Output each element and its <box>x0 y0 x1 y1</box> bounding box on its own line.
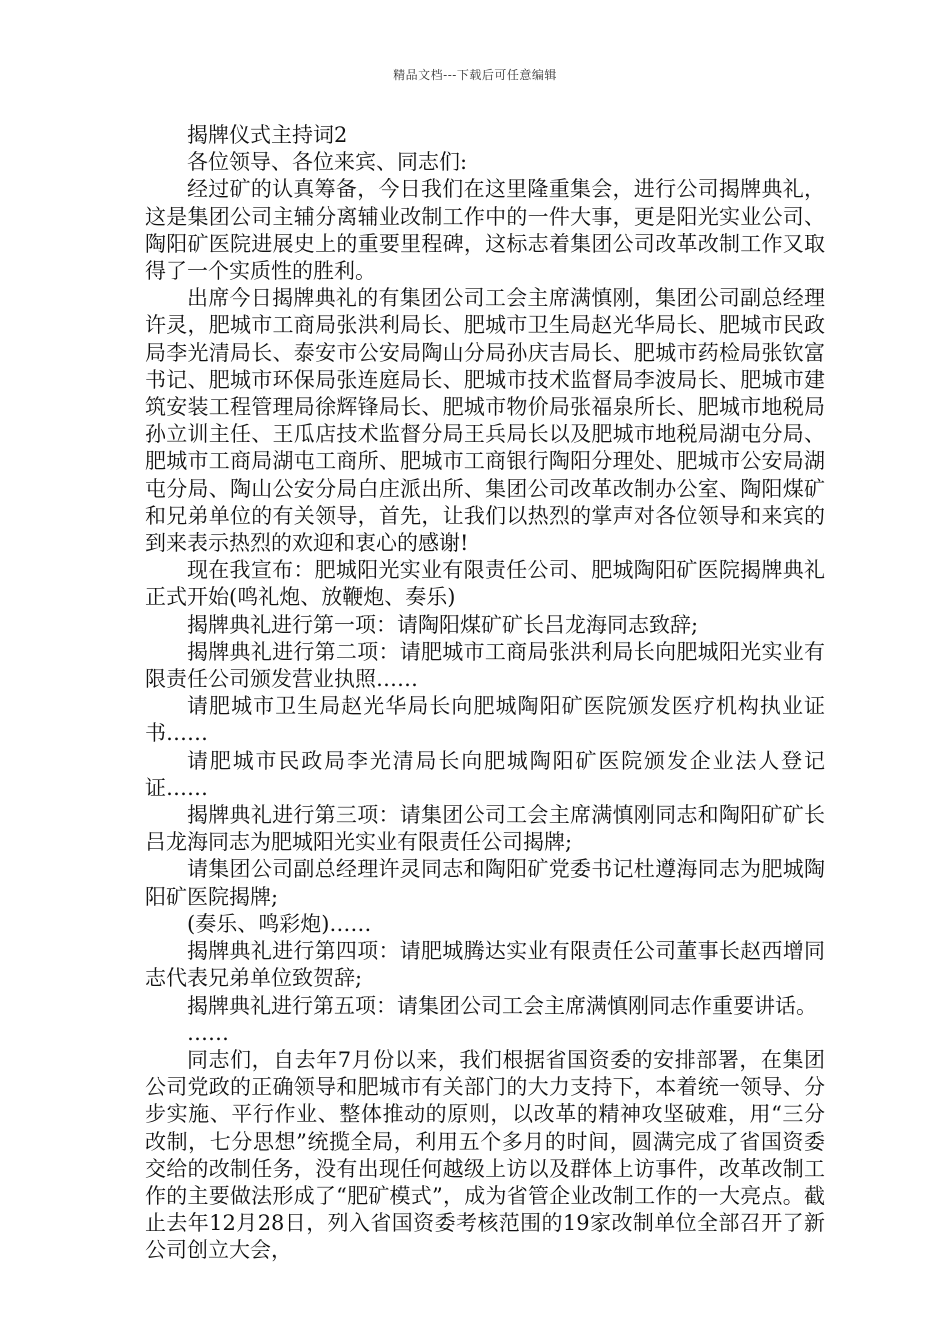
body-paragraph: 揭牌典礼进行第二项：请肥城市工商局张洪利局长向肥城阳光实业有限责任公司颁发营业执照…… <box>145 639 825 692</box>
body-paragraph: 请肥城市民政局李光清局长向肥城陶阳矿医院颁发企业法人登记证…… <box>145 748 825 800</box>
body-paragraph: 揭牌典礼进行第三项：请集团公司工会主席满慎刚同志和陶阳矿矿长吕龙海同志为肥城阳光实业有限责任公司揭牌; <box>145 803 825 855</box>
body-paragraph: 揭牌典礼进行第五项：请集团公司工会主席满慎刚同志作重要讲话。 <box>187 993 817 1018</box>
page-header-watermark: 精品文档---下载后可任意编辑 <box>393 68 557 82</box>
body-paragraph: 揭牌典礼进行第一项：请陶阳煤矿矿长吕龙海同志致辞; <box>187 612 699 637</box>
ellipsis-paragraph: …… <box>187 1020 229 1045</box>
salutation-paragraph: 各位领导、各位来宾、同志们: <box>187 150 468 175</box>
body-paragraph: 同志们，自去年7月份以来，我们根据省国资委的安排部署，在集团公司党政的正确领导和肥城市有关部门的大力支持下，本着统一领导、分步实施、平行作业、整体推动的原则，以改革的精神攻坚破难，用“三分改制，七分思想”统揽全局，利用五个多月的时间，圆满完成了省国资委交给的改制任务，没有出现任何越级上访以及群体上访事件，改革改制工作的主要做法形成了“肥矿模式”，成为省管企业改制工作的一大亮点。截止去年12月28日，列入省国资委考核范围的19家改制单位全部召开了新公司创立大会， <box>145 1047 825 1263</box>
body-paragraph: 请肥城市卫生局赵光华局长向肥城陶阳矿医院颁发医疗机构执业证书…… <box>145 694 825 746</box>
body-paragraph: 出席今日揭牌典礼的有集团公司工会主席满慎刚，集团公司副总经理许灵，肥城市工商局张洪利局长、肥城市卫生局赵光华局长、肥城市民政局李光清局长、泰安市公安局陶山分局孙庆吉局长、肥城市药检局张钦富书记、肥城市环保局张连庭局长、肥城市技术监督局李波局长、肥城市建筑安装工程管理局徐辉锋局长、肥城市物价局张福泉所长、肥城市地税局孙立训主任、王瓜店技术监督分局王兵局长以及肥城市地税局湖屯分局、肥城市工商局湖屯工商所、肥城市工商银行陶阳分理处、肥城市公安局湖屯分局、陶山公安分局白庄派出所、集团公司改革改制办公室、陶阳煤矿和兄弟单位的有关领导，首先，让我们以热烈的掌声对各位领导和来宾的到来表示热烈的欢迎和衷心的感谢! <box>145 286 825 556</box>
body-paragraph: 经过矿的认真筹备，今日我们在这里隆重集会，进行公司揭牌典礼，这是集团公司主辅分离辅业改制工作中的一件大事，更是阳光实业公司、陶阳矿医院进展史上的重要里程碑，这标志着集团公司改革改制工作又取得了一个实质性的胜利。 <box>145 177 825 284</box>
body-paragraph: 现在我宣布：肥城阳光实业有限责任公司、肥城陶阳矿医院揭牌典礼正式开始(鸣礼炮、放鞭炮、奏乐) <box>145 558 825 610</box>
body-paragraph: (奏乐、鸣彩炮)…… <box>187 911 372 936</box>
document-title: 揭牌仪式主持词2 <box>187 123 348 147</box>
body-paragraph: 请集团公司副总经理许灵同志和陶阳矿党委书记杜遵海同志为肥城陶阳矿医院揭牌; <box>145 857 825 909</box>
document-body <box>145 122 825 1265</box>
body-paragraph: 揭牌典礼进行第四项：请肥城腾达实业有限责任公司董事长赵西增同志代表兄弟单位致贺辞; <box>145 939 825 991</box>
